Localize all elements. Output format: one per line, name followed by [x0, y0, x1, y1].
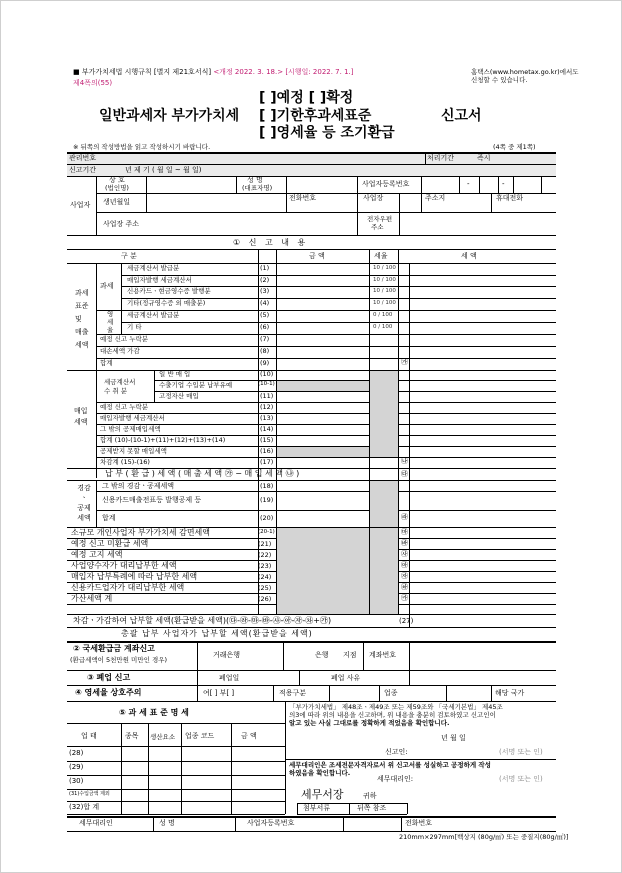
sales-row-number: (6)	[260, 323, 270, 331]
purchase-row-label: 매입자발행 세금계산서	[100, 414, 165, 422]
footer-name-label: 성 명	[159, 819, 175, 827]
refund-subtitle: (환급세액이 5천만원 미만인 경우)	[70, 656, 168, 664]
tax-base-row-30: (30)	[69, 777, 84, 785]
tax-base-row-32: (32)합 계	[69, 803, 100, 811]
extra-row-number: (25)	[258, 584, 272, 592]
sales-row-number: (4)	[260, 299, 270, 307]
deduction-row-number: (20)	[260, 514, 274, 522]
extra-row-number: (23)	[258, 562, 272, 570]
purchase-row-number: (14)	[260, 425, 274, 433]
deduction-row-number: (18)	[260, 482, 274, 490]
extra-row-mark: ㉵	[401, 561, 408, 569]
sales-row-number: (3)	[260, 287, 270, 295]
purchase-row-number: (16)	[260, 447, 274, 455]
footer-agent-label: 세무대리인	[79, 819, 113, 827]
purchase-row-label: 고정자산 매입	[159, 392, 199, 400]
attachments-label: 첨부서류	[303, 804, 331, 812]
tax-base-row-29: (29)	[69, 763, 84, 771]
sales-row-label: 합계	[100, 359, 113, 367]
footer-phone-label: 전화번호	[405, 819, 433, 827]
declaration-line-1: 「부가가치세법」 제48조ㆍ제49조 또는 제59조와 「국세기본법」 제45조	[289, 703, 503, 711]
processing-period-label: 처리기간	[427, 154, 455, 162]
extra-row-number: (21)	[258, 540, 272, 548]
tax-base-col-amount: 금 액	[241, 732, 257, 740]
email-label-2: 주소	[371, 223, 384, 231]
tax-base-col-item: 종목	[125, 732, 139, 740]
sales-row-label: 예정 신고 누락분	[100, 335, 149, 343]
branch-label: 지점	[343, 651, 357, 659]
extra-row-label: 예정 고지 세액	[71, 550, 123, 559]
agent-declaration-1: 세무대리인은 조세전문자격자로서 위 신고서를 성실하고 공정하게 작성	[289, 761, 491, 769]
extra-row-mark: ㉷	[401, 583, 408, 591]
column-gubun: 구 분	[121, 252, 137, 260]
company-label: 상 호	[109, 176, 125, 184]
title-suffix: 신고서	[441, 108, 482, 124]
sales-row-rate: 10 / 100	[373, 300, 396, 306]
payable-mark: ㉰	[401, 470, 408, 478]
zero-rate-options: 여[ ] 부[ ]	[203, 689, 235, 697]
processing-period-value: 즉시	[477, 154, 491, 162]
form-reference: ■ 부가가치세법 시행규칙 [별지 제21호서식] <개정 2022. 3. 18.> [시행일: 2022. 7. 1.]	[73, 68, 354, 76]
extra-row-label: 신용카드업자가 대리납부한 세액	[71, 583, 185, 592]
deduction-row-label: 신용카드매출전표등 발행공제 등	[102, 496, 202, 504]
closure-title: ③ 폐업 신고	[87, 673, 131, 682]
deduction-group-label: 경감 ㆍ 공제 세액	[77, 484, 91, 522]
phone-label: 전화번호	[289, 194, 317, 202]
extra-row-label: 매입자 납부특례에 따라 납부한 세액	[71, 572, 198, 581]
sales-row-rate: 0 / 100	[373, 312, 393, 318]
agent-sign: (서명 또는 인)	[499, 775, 543, 783]
address-label: 사업장 주소	[103, 220, 140, 228]
sales-group-label: 과세 표준 및 매출 세액	[75, 289, 89, 349]
extra-row-mark: ㉳	[401, 539, 408, 547]
zero-rate-type-label: 적용구분	[279, 689, 307, 697]
sales-row-label: 세금계산서 발급분	[127, 311, 180, 319]
account-label: 계좌번호	[369, 651, 397, 659]
net-payable-number: (27)	[399, 617, 414, 625]
company-sub-label: (법인명)	[105, 184, 129, 192]
bank-label: 거래은행	[213, 651, 241, 659]
old-form-number: 제4폭의(55)	[73, 79, 113, 87]
tax-form-page: ■ 부가가치세법 시행규칙 [별지 제21호서식] <개정 2022. 3. 18.> [시행일: 2022. 7. 1.] 제4폭의(55) 홈택스(www.hometax.go.kr)에서도 신청할 수 있습니다. [ ]예정 [ ]확정 일반과세자 부가가치세 [ ]기한후과세표준 신고서 [ ]영세율 등 조기환급 ※ 뒤쪽의 작성방법을 읽고 작성하시기 바랍니다. (4쪽 중 제1쪽) 관리번호 처리기간 즉시 신고기간 년 제 기 ( 월 일 ~ 월 일) - - 사업자 상 호 (법인명) 성 명 (대표자명) 사업자등록번호 생년월일 전화번호 사업장 주소지 휴대전화 사업장 주소 전자우편 주소 ① 신 고 내 용 구 분 금 액 세율 세 액 과세 표준 및 매출 세액 과세 영 세 율 세금계산서 발급분 (1) 10 / 100 매입자발행 세금계산서 (2) 10 / 100 신용카드ㆍ현금영수증 발행분 (3) 10 / 100 기타(정규영수증 외 매출분) (4) 10 / 100 세금계산서 발급분 (5) 0 / 100 기 타 (6) 0 / 100 예정 신고 누락분 (7) 대손세액 가감 (8) 합계 (9) ㉮ 매입 세액 세금계산서 수 취 분 일 반 매 입 (10) 수출기업 수입분 납부유예 (10-1) 고정자산 매입 (11) 예정 신고 누락분 (12) 매입자발행 세금계산서 (13) 그 밖의 공제매입세액 (14) 합계 (10)-(10-1)+(11)+(12)+(13)+(14) (15) 공제받지 못할 매입세액 (16) 차감계 (15)-(16) (17) ㉯ 납 부 ( 환 급 ) 세 액 ( 매 출 세 액 ㉮ − 매 입 세 액 ㉯ ) ㉰ 경감 ㆍ 공제 세액 그 밖의 경감ㆍ공제세액 (18) 신용카드매출전표등 발행공제 등 (19) 합계 (20) ㉱ 소규모 개인사업자 부가가치세 감면세액 (20-1) ㉲ 예정 신고 미환급 세액 (21) ㉳ 예정 고지 세액 (22) ㉴ 사업양수자가 대리납부한 세액 (23) ㉵ 매입자 납부특례에 따라 납부한 세액 (24) ㉶ 신용카드업자가 대리납부한 세액 (25) ㉷ 가산세액 계 (26) ㉸ 차감ㆍ가감하여 납부할 세액(환급받을 세액)(㉰-㉱-㉲-㉳-㉴-㉵-㉶-㉷+㉸) (27) 총괄 납부 사업자가 납부할 세액(환급받을 세액) ② 국세환급금 계좌신고 (환급세액이 5천만원 미만인 경우) 거래은행 은행 지점 계좌번호 ③ 폐업 신고 폐업일 폐업 사유 ④ 영세율 상호주의 여[ ] 부[ ] 적용구분 업종 해당 국가 ⑤ 과 세 표 준 명 세 업 태 종목 생산요소 업종 코드 금 액 (28) (29) (30) (31)수입금액 제외 (32)합 계 「부가가치세법」 제48조ㆍ제49조 또는 제59조와 「국세기본법」 제45조 의3에 따라 위의 내용을 신고하며, 위 내용을 충분히 검토하였고 신고인이 알고 있는 사실 그대로를 정확하게 적었음을 확인합니다. 년 월 일 신고인: (서명 또는 인) 세무대리인은 조세전문자격자로서 위 신고서를 성실하고 공정하게 작성 하였음을 확인합니다. 세무대리인: (서명 또는 인) 세무서장 귀하 첨부서류 뒤쪽 참조 세무대리인 성 명 사업자등록번호 전화번호 210mm×297mm[백상지 (80g/㎡) 또는 중질지(80g/㎡)]	[0, 0, 622, 873]
extra-row-label: 소규모 개인사업자 부가가치세 감면세액	[71, 528, 211, 537]
report-period-label: 신고기간	[69, 166, 97, 174]
applicant-sign: (서명 또는 인)	[499, 748, 543, 756]
tax-office-suffix: 귀하	[363, 792, 377, 800]
extra-row-mark: ㉲	[401, 528, 408, 536]
column-rate: 세율	[374, 252, 388, 260]
attachments-value: 뒤쪽 참조	[357, 804, 387, 812]
email-label: 전자우편	[367, 215, 393, 223]
sales-row-number: (5)	[260, 311, 270, 319]
purchase-row-number: (10)	[260, 370, 274, 378]
page-title: 일반과세자 부가가치세	[99, 108, 240, 124]
birth-date-label: 생년월일	[103, 198, 131, 206]
sales-row-label: 신용카드ㆍ현금영수증 발행분	[127, 287, 211, 295]
hometax-note: 홈택스(www.hometax.go.kr)에서도	[471, 68, 579, 76]
title-option-3: [ ]영세율 등 조기환급	[259, 125, 395, 141]
sales-row-rate: 10 / 100	[373, 288, 396, 294]
deduction-row-label: 합계	[102, 514, 116, 522]
sales-row-rate: 0 / 100	[373, 324, 393, 330]
purchase-row-label: 공제받지 못할 매입세액	[100, 447, 167, 455]
deduction-row-label: 그 밖의 경감ㆍ공제세액	[102, 482, 175, 490]
tax-office: 세무서장	[301, 788, 344, 801]
tax-base-row-28: (28)	[69, 749, 84, 757]
tax-base-title: ⑤ 과 세 표 준 명 세	[119, 708, 189, 717]
sales-row-number: (1)	[260, 264, 270, 272]
purchase-row-number: (17)	[260, 458, 274, 466]
extra-row-number: (22)	[258, 551, 272, 559]
section-1-title: ① 신 고 내 용	[233, 238, 309, 247]
zero-rate-biz-label: 업종	[384, 689, 398, 697]
instruction-note: ※ 뒤쪽의 작성방법을 읽고 작성하시기 바랍니다.	[73, 143, 211, 151]
purchase-row-label: 일 반 매 입	[159, 370, 191, 378]
sales-row-label: 기타(정규영수증 외 매출분)	[127, 299, 206, 307]
invoice-received-label: 세금계산서 수 취 분	[104, 378, 136, 395]
declaration-line-3: 알고 있는 사실 그대로를 정확하게 적었음을 확인합니다.	[289, 719, 450, 727]
deduction-row-number: (19)	[260, 496, 274, 504]
extra-row-label: 사업양수자가 대리납부한 세액	[71, 561, 177, 570]
representative-sub-label: (대표자명)	[242, 184, 273, 192]
column-amount: 금 액	[309, 252, 325, 260]
purchase-row-label: 수출기업 수입분 납부유예	[159, 381, 233, 389]
mobile-label: 휴대전화	[496, 194, 524, 202]
paper-spec: 210mm×297mm[백상지 (80g/㎡) 또는 중질지(80g/㎡)]	[399, 833, 569, 841]
purchase-row-number: (10-1)	[258, 381, 275, 387]
sales-row-number: (7)	[260, 335, 270, 343]
sales-row-rate: 10 / 100	[373, 265, 396, 271]
home-label: 주소지	[425, 194, 446, 202]
sales-row-rate: 10 / 100	[373, 277, 396, 283]
sales-row-number: (2)	[260, 276, 270, 284]
purchase-row-number: (12)	[260, 403, 274, 411]
office-label: 사업장	[363, 194, 384, 202]
zero-rate-country-label: 해당 국가	[495, 689, 525, 697]
closure-reason-label: 폐업 사유	[331, 674, 361, 682]
sales-zero-rate-label: 영 세 율	[107, 310, 114, 334]
representative-label: 성 명	[247, 176, 263, 184]
column-tax: 세 액	[461, 252, 477, 260]
sales-row-number: (8)	[260, 347, 270, 355]
extra-row-number: (20-1)	[258, 529, 275, 535]
tax-base-col-factor: 생산요소	[150, 733, 176, 741]
tax-base-col-type: 업 태	[81, 732, 97, 740]
declaration-date: 년 월 일	[441, 734, 466, 742]
payable-tax-line: 납 부 ( 환 급 ) 세 액 ( 매 출 세 액 ㉮ − 매 입 세 액 ㉯ )	[105, 469, 300, 478]
business-label: 사업자	[70, 201, 91, 209]
agent-label: 세무대리인:	[377, 775, 414, 783]
extra-row-number: (24)	[258, 573, 272, 581]
purchase-group-label: 매입 세액	[74, 407, 88, 426]
purchase-row-label: 차감계 (15)-(16)	[100, 458, 150, 466]
sales-row-number: (9)	[260, 359, 270, 367]
extra-row-label: 가산세액 계	[71, 594, 113, 603]
purchase-row-mark: ㉯	[401, 457, 408, 465]
purchase-row-number: (11)	[260, 392, 274, 400]
purchase-row-label: 그 밖의 공제매입세액	[100, 425, 161, 433]
sales-row-label: 세금계산서 발급분	[127, 264, 180, 272]
tax-base-row-31: (31)수입금액 제외	[69, 791, 110, 797]
extra-row-label: 예정 신고 미환급 세액	[71, 539, 149, 548]
sales-row-label: 기 타	[127, 323, 142, 331]
footer-biz-no-label: 사업자등록번호	[247, 819, 295, 827]
sales-total-mark: ㉮	[401, 358, 408, 366]
purchase-row-label: 예정 신고 누락분	[100, 403, 149, 411]
page-count: (4쪽 중 제1쪽)	[493, 143, 536, 151]
purchase-row-label: 합계 (10)-(10-1)+(11)+(12)+(13)+(14)	[100, 436, 226, 444]
report-period-value: 년 제 기 ( 월 일 ~ 월 일)	[125, 166, 202, 174]
tax-base-col-code: 업종 코드	[185, 732, 215, 740]
extra-row-number: (26)	[258, 595, 272, 603]
sales-taxable-label: 과세	[100, 282, 114, 290]
management-number-label: 관리번호	[69, 154, 97, 162]
extra-row-mark: ㉴	[401, 550, 408, 558]
title-option-2: [ ]기한후과세표준	[259, 108, 372, 124]
title-option-1: [ ]예정 [ ]확정	[259, 90, 354, 106]
applicant-label: 신고인:	[385, 748, 408, 756]
hometax-note-2: 신청할 수 있습니다.	[471, 76, 528, 84]
business-number-label: 사업자등록번호	[362, 180, 410, 188]
purchase-row-number: (13)	[260, 414, 274, 422]
purchase-row-number: (15)	[260, 436, 274, 444]
bank-unit-label: 은행	[315, 651, 329, 659]
deduction-row-mark: ㉱	[401, 513, 408, 521]
sales-row-label: 대손세액 가감	[100, 347, 140, 355]
net-payable-line: 차감ㆍ가감하여 납부할 세액(환급받을 세액)(㉰-㉱-㉲-㉳-㉴-㉵-㉶-㉷+㉸)	[73, 616, 332, 625]
closure-date-label: 폐업일	[219, 674, 240, 682]
refund-title: ② 국세환급금 계좌신고	[73, 644, 155, 653]
declaration-line-2: 의3에 따라 위의 내용을 신고하며, 위 내용을 충분히 검토하였고 신고인이	[289, 711, 496, 719]
agent-declaration-2: 하였음을 확인합니다.	[289, 769, 351, 777]
zero-rate-title: ④ 영세율 상호주의	[75, 688, 142, 697]
extra-row-mark: ㉶	[401, 572, 408, 580]
total-payable-line: 총괄 납부 사업자가 납부할 세액(환급받을 세액)	[121, 629, 313, 638]
sales-row-label: 매입자발행 세금계산서	[127, 276, 192, 284]
extra-row-mark: ㉸	[401, 594, 408, 602]
